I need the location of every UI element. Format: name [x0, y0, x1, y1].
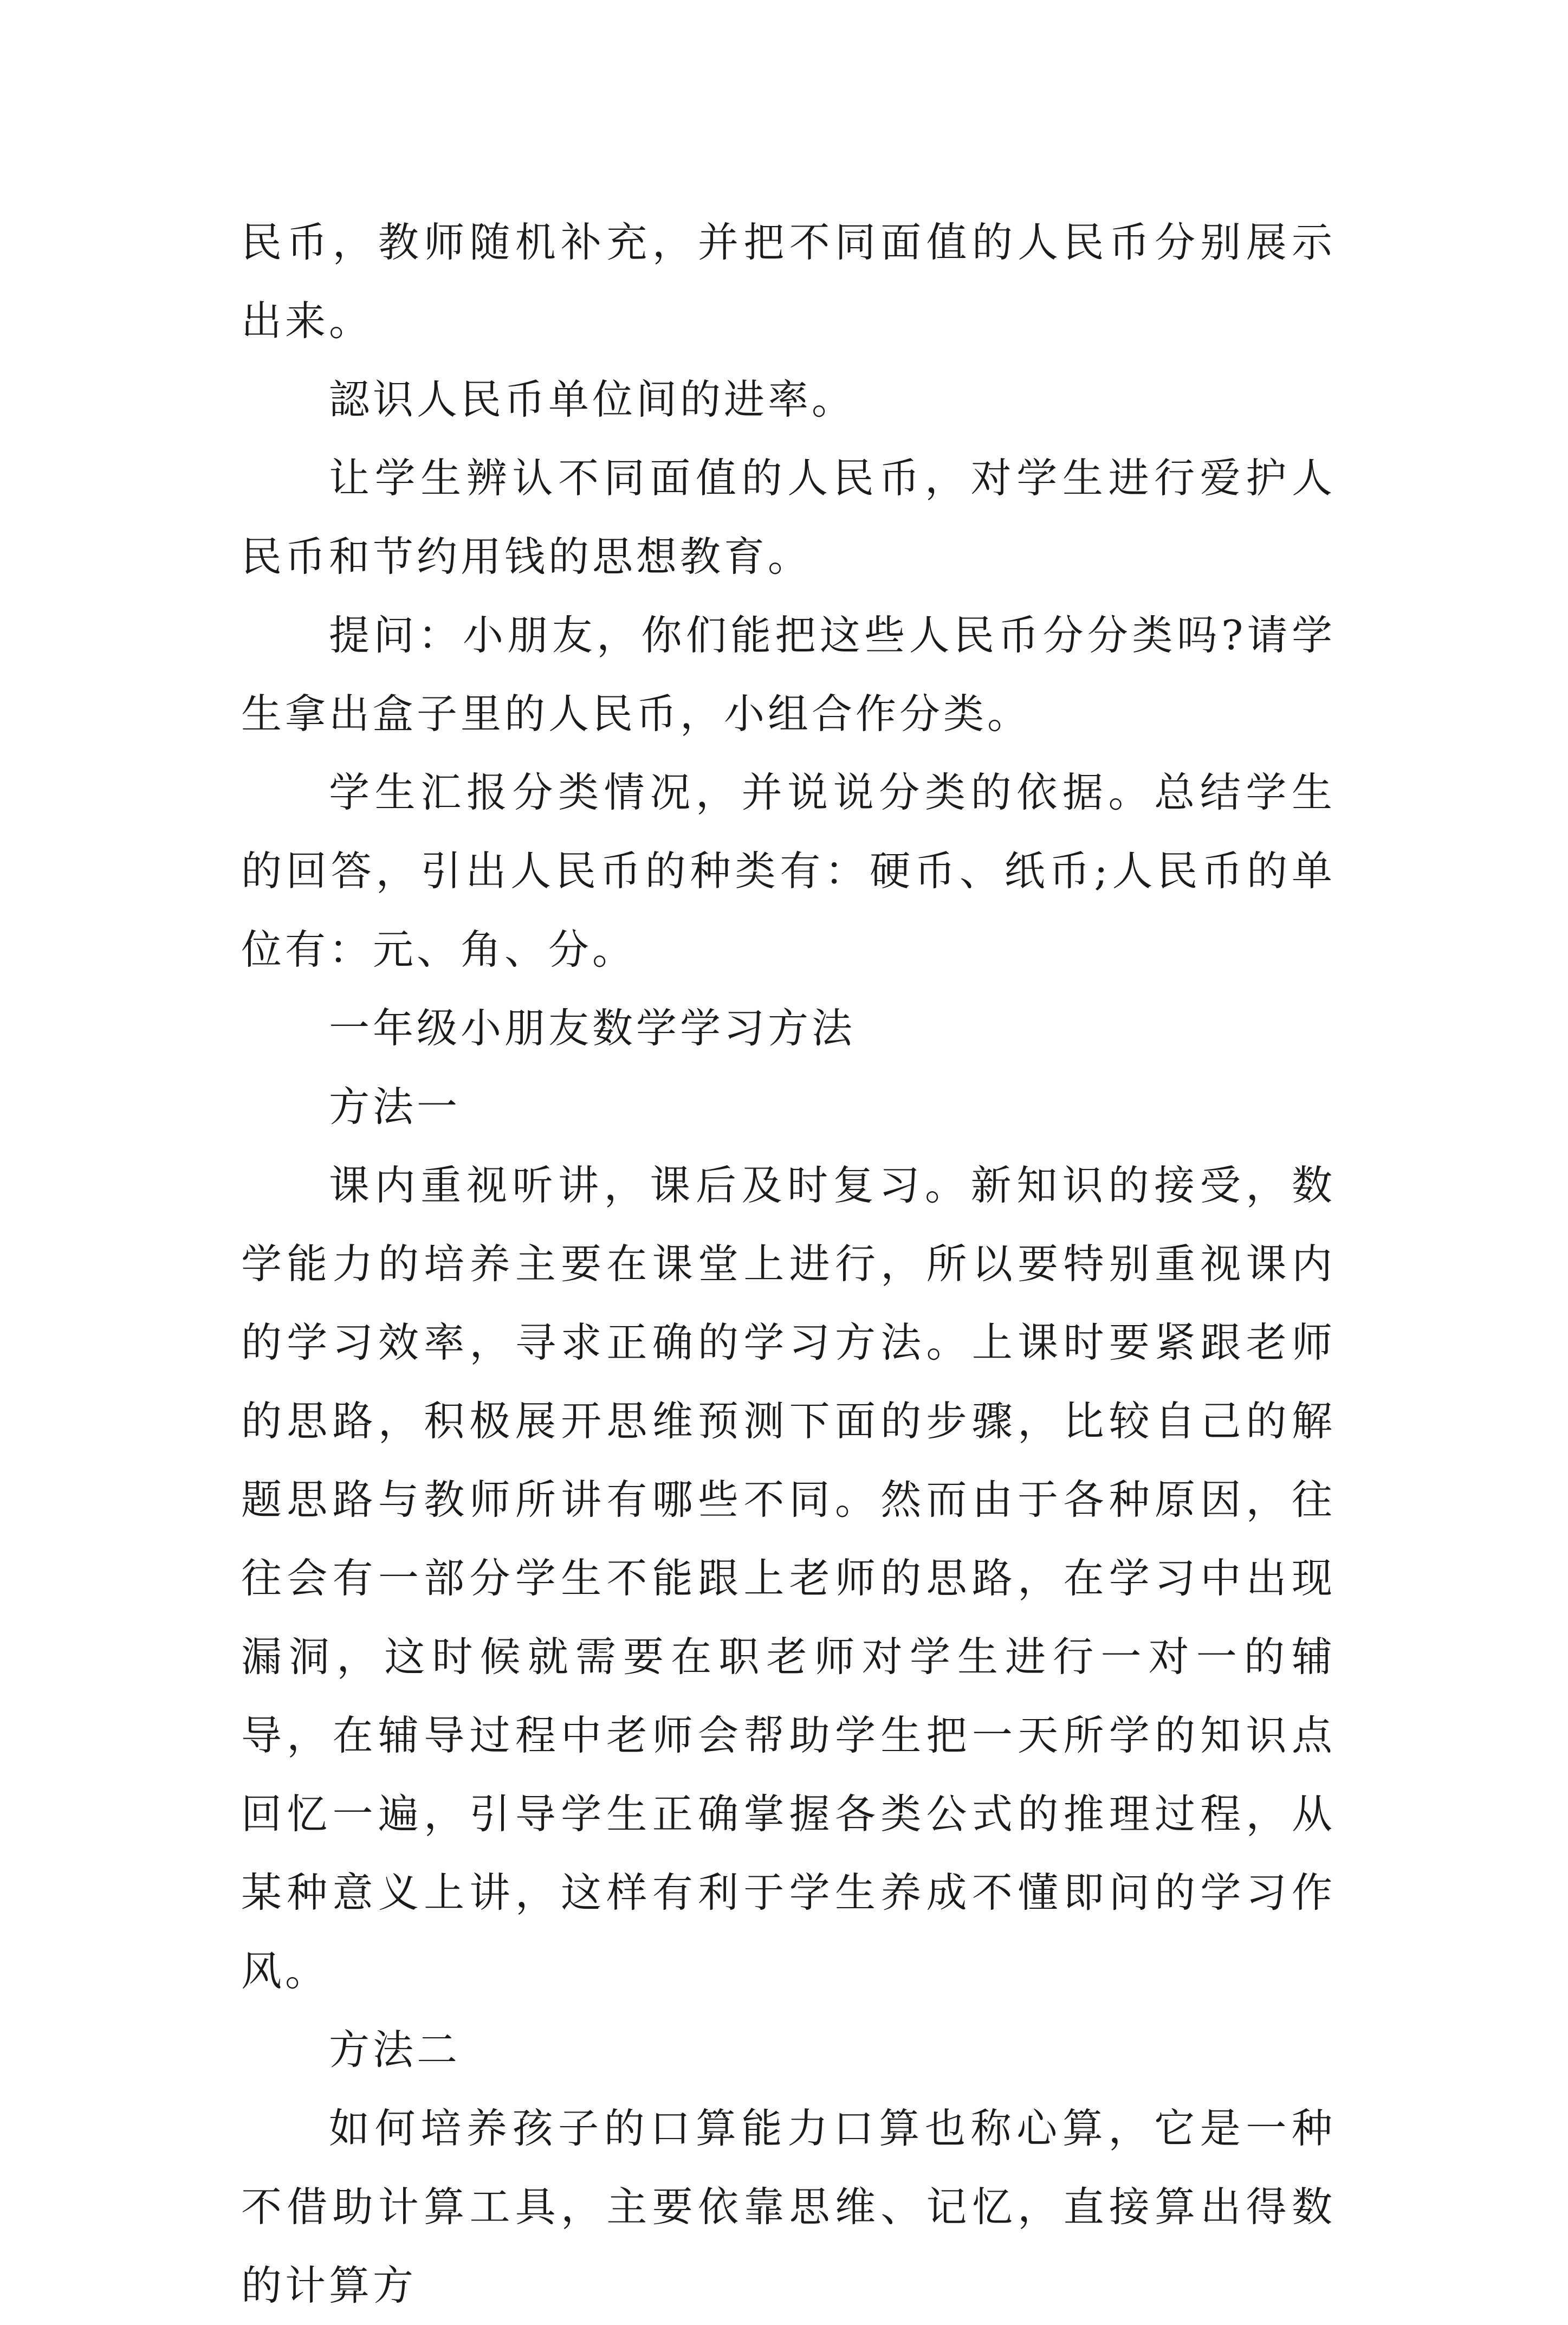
paragraph-question: 提问：小朋友，你们能把这些人民币分分类吗?请学生拿出盒子里的人民币，小组合作分类。 [241, 611, 1336, 738]
paragraph-rmb-unit-rate: 認识人民币单位间的进率。 [329, 376, 856, 423]
paragraph-continuation: 民币，教师随机补充，并把不同面值的人民币分别展示出来。 [241, 218, 1336, 345]
method-one-heading: 方法一 [329, 1083, 461, 1131]
method-two-heading: 方法二 [329, 2026, 461, 2074]
section-heading-study-methods: 一年级小朋友数学学习方法 [329, 1004, 856, 1052]
method-one-body: 课内重视听讲，课后及时复习。新知识的接受，数学能力的培养主要在课堂上进行，所以要特别重视课内的学习效率，寻求正确的学习方法。上课时要紧跟老师的思路，积极展开思维预测下面的步骤，比较自己的解题思路与教师所讲有哪些不同。然而由于各种原因，往往会有一部分学生不能跟上老师的思路，在学习中出现漏洞，这时候就需要在职老师对学生进行一对一的辅导，在辅导过程中老师会帮助学生把一天所学的知识点回忆一遍，引导学生正确掌握各类公式的推理过程，从某种意义上讲，这样有利于学生养成不懂即问的学习作风。 [241, 1161, 1336, 1995]
document-body [241, 203, 1336, 2325]
paragraph-identify-rmb: 让学生辨认不同面值的人民币，对学生进行爱护人民币和节约用钱的思想教育。 [241, 454, 1336, 580]
paragraph-student-report: 学生汇报分类情况，并说说分类的依据。总结学生的回答，引出人民币的种类有：硬币、纸币;人民币的单位有：元、角、分。 [241, 768, 1336, 973]
method-two-body: 如何培养孩子的口算能力口算也称心算，它是一种不借助计算工具，主要依靠思维、记忆，直接算出得数的计算方 [241, 2104, 1336, 2309]
